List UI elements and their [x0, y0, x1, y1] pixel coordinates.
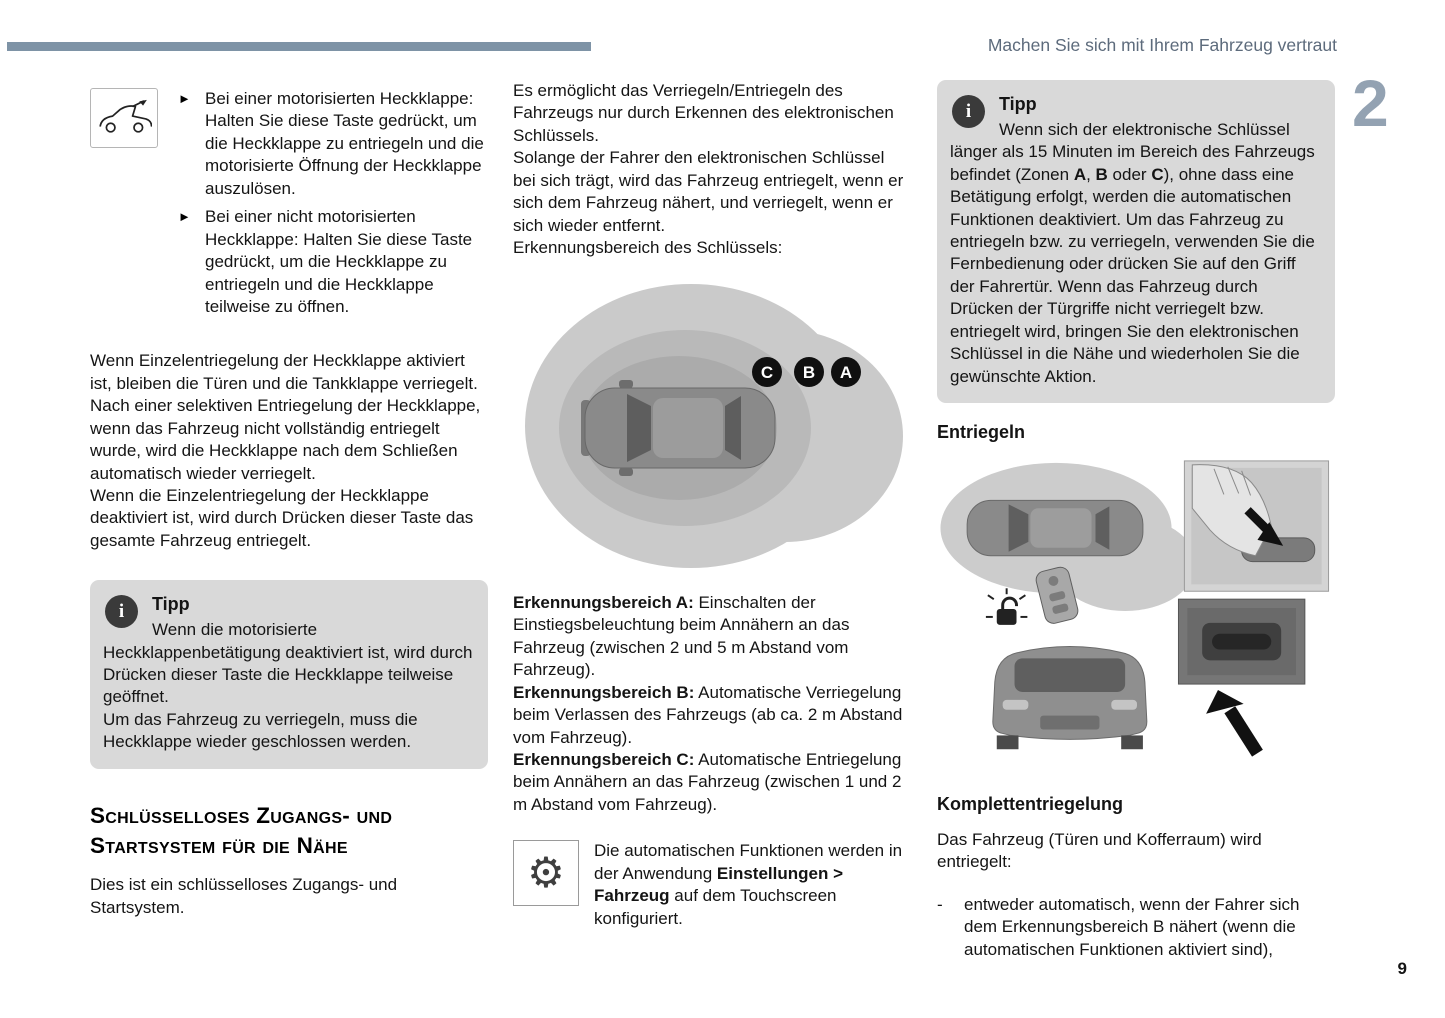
trunk-handle-inset	[1178, 599, 1304, 684]
unlock-drawing	[937, 453, 1335, 769]
zone-label: Erkennungsbereich B:	[513, 682, 695, 702]
triangle-bullet-icon: ►	[178, 209, 191, 225]
bullet-item	[178, 88, 488, 200]
triangle-bullet-icon: ►	[178, 91, 191, 106]
zone-description	[513, 592, 911, 682]
zone-label: Erkennungsbereich C:	[513, 750, 695, 769]
unlock-illustration	[937, 453, 1335, 775]
zone-description	[513, 682, 911, 749]
svg-text:B: B	[802, 362, 816, 382]
zone-badge-a	[831, 357, 861, 387]
body-paragraph: Solange der Fahrer den elektronischen Schlüssel bei sich trägt, wird das Fahrzeug entriegelt, wenn er sich dem Fahrzeug nähert, und verriegelt, wenn er sich wieder entfernt.	[513, 148, 904, 235]
zones-caption: Erkennungsbereich des Schlüssels:	[513, 238, 783, 258]
running-header: Machen Sie sich mit Ihrem Fahrzeug vertraut	[987, 35, 1337, 55]
info-icon: i	[952, 95, 985, 128]
body-paragraph: Wenn die Einzelentriegelung der Heckklappe deaktiviert ist, wird durch Drücken dieser Taste das gesamte Fahrzeug entriegelt.	[90, 486, 474, 550]
tip-box-tailgate	[90, 580, 488, 768]
zone-text: Automatische Verriegelung beim Verlassen des Fahrzeugs (ab ca. 2 m Abstand vom Fahrzeug).	[513, 682, 903, 747]
zones-drawing	[523, 276, 905, 572]
svg-text:C: C	[760, 362, 774, 382]
tip-text: Um das Fahrzeug zu verriegeln, muss die Heckklappe wieder geschlossen werden.	[103, 709, 418, 752]
zone-badge-b	[794, 357, 824, 387]
body-paragraph: Nach einer selektiven Entriegelung der Heckklappe, wenn das Fahrzeug nicht vollständig entriegelt wurde, wird die Heckklappe nach dem Schließen automatisch wieder verriegelt.	[90, 396, 481, 483]
middle-column	[513, 80, 911, 930]
dash-list-item	[937, 894, 1335, 961]
body-paragraph: Wenn Einzelentriegelung der Heckklappe aktiviert ist, bleiben die Türen und die Tankklappe verriegelt.	[90, 351, 478, 393]
tip-text: Wenn sich der elektronische Schlüssel länger als 15 Minuten im Bereich des Fahrzeugs befindet (Zonen A, B oder C), ohne dass eine Betätigung erfolgt, werden die automatischen Funktionen deaktiviert. Um das Fahrzeug zu entriegeln bzw. zu verriegeln, verwenden Sie die Fernbedienung oder drücken Sie auf den Griff der Fahrertür. Wenn das Fahrzeug durch Drücken der Türgriffe nicht verriegelt bzw. entriegelt wird, bringen Sie den elektronischen Schlüssel in die Nähe und wiederholen Sie die gewünschte Aktion.	[950, 119, 1315, 386]
heading-entriegeln: Entriegeln	[937, 422, 1026, 442]
tip-title: Tipp	[152, 594, 190, 615]
car-rear-view	[993, 646, 1147, 749]
bullet-text: Bei einer nicht motorisierten Heckklappe: Halten Sie diese Taste gedrückt, um die Heckklappe zu entriegeln und die Heckklappe teilweise zu öffnen.	[205, 207, 473, 316]
info-icon: i	[105, 595, 138, 628]
zone-description	[513, 749, 911, 816]
dash-item-text: entweder automatisch, wenn der Fahrer sich dem Erkennungsbereich B nähert (wenn die automatischen Funktionen aktiviert sind),	[964, 894, 1300, 959]
header-rule	[7, 42, 591, 51]
svg-text:A: A	[839, 362, 853, 382]
section-title-keyless: Schlüsselloses Zugangs- und Startsystem für die Nähe	[90, 802, 393, 859]
tailgate-icon-drawing	[96, 98, 152, 138]
bullet-item	[178, 206, 488, 318]
page-number: 9	[1397, 959, 1407, 978]
tip-text: Wenn die motorisierte Heckklappenbetätigung deaktiviert ist, wird durch Drücken dieser Taste die Heckklappe teilweise geöffnet.	[103, 620, 473, 707]
tip-box-key	[937, 80, 1335, 403]
bullet-text: Bei einer motorisierten Heckklappe: Halten Sie diese Taste gedrückt, um die Heckklappe zu entriegeln und die motorisierte Öffnung der Heckklappe auszulösen.	[205, 89, 484, 198]
gear-glyph: ⚙	[527, 848, 565, 898]
right-column	[937, 80, 1335, 961]
dash-bullet: -	[937, 894, 943, 914]
settings-note: Die automatischen Funktionen werden in der Anwendung Einstellungen > Fahrzeug auf dem Touchscreen konfiguriert.	[594, 841, 903, 928]
body-paragraph: Es ermöglicht das Verriegeln/Entriegeln des Fahrzeugs nur durch Erkennen des elektronischen Schlüssels.	[513, 81, 894, 145]
bullet-list	[178, 88, 488, 324]
zone-text: Einschalten der Einstiegsbeleuchtung beim Annähern an das Fahrzeug (zwischen 2 und 5 m Abstand vom Fahrzeug).	[513, 592, 850, 680]
trunk-arrow	[1206, 690, 1257, 753]
chapter-number: 2	[1352, 66, 1389, 140]
gear-icon	[513, 840, 579, 906]
settings-note-row	[513, 840, 911, 930]
section-intro: Dies ist ein schlüsselloses Zugangs- und Startsystem.	[90, 875, 398, 917]
car-top-view-small	[967, 500, 1143, 555]
heading-komplettentriegelung: Komplettentriegelung	[937, 794, 1124, 815]
car-top-view	[581, 380, 775, 476]
unlock-icon	[986, 588, 1027, 625]
zone-label: Erkennungsbereich A:	[513, 592, 694, 612]
key-detection-zone-illustration	[523, 276, 911, 578]
tailgate-button-icon	[90, 88, 158, 148]
full-unlock-intro: Das Fahrzeug (Türen und Kofferraum) wird entriegelt:	[937, 829, 1262, 872]
zone-badge-c	[752, 357, 782, 387]
left-paragraphs	[90, 350, 488, 552]
door-handle-inset	[1184, 461, 1328, 591]
left-column	[90, 88, 488, 919]
tip-title: Tipp	[999, 94, 1037, 114]
zone-descriptions	[513, 592, 911, 816]
zone-text: Automatische Entriegelung beim Annähern an das Fahrzeug (zwischen 1 und 2 m Abstand vom Fahrzeug).	[513, 750, 902, 814]
